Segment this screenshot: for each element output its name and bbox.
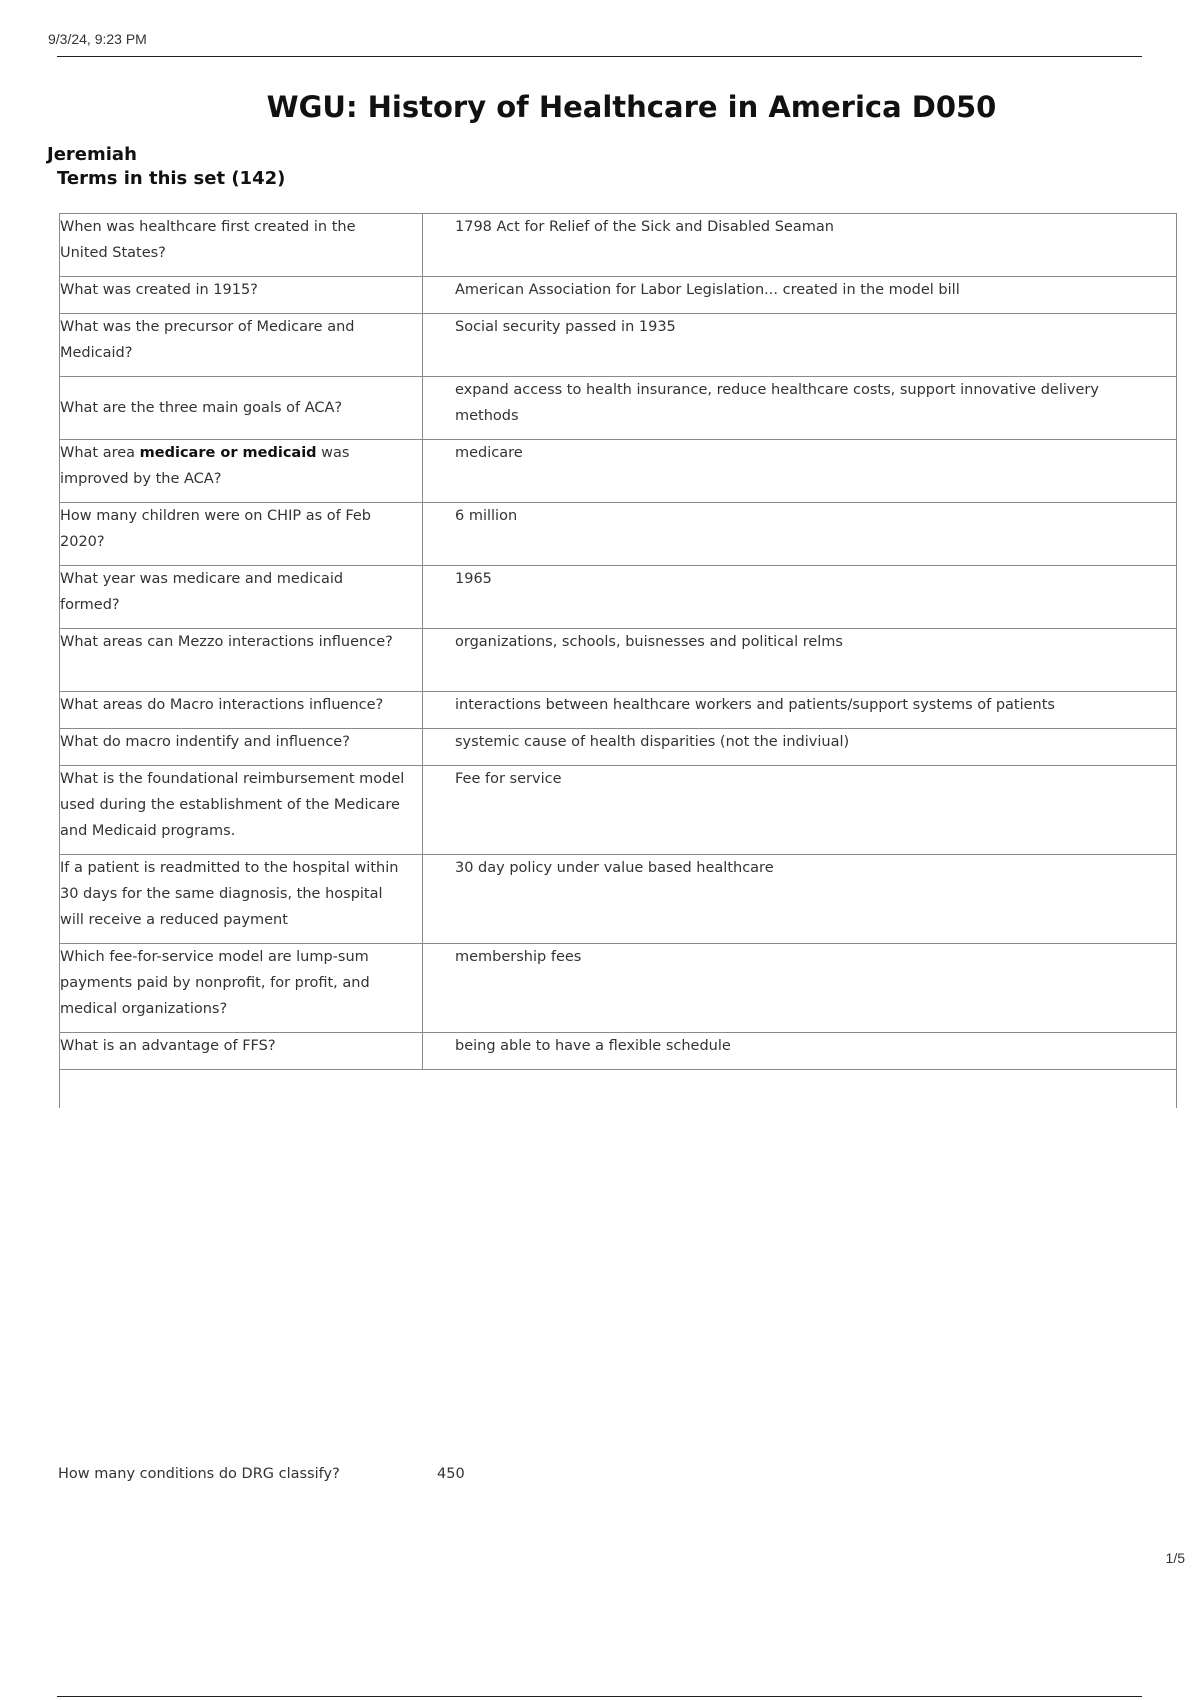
definition-cell: expand access to health insurance, reduce healthcare costs, support innovative delivery methods: [423, 377, 1177, 440]
table-row: [60, 503, 1177, 566]
print-timestamp: 9/3/24, 9:23 PM: [48, 31, 147, 47]
table-row: [60, 729, 1177, 766]
terms-count-label: Terms in this set (142): [57, 168, 286, 189]
term-text: was improved by the ACA?: [60, 445, 350, 487]
table-row: [60, 944, 1177, 1033]
table-row-empty: [60, 1070, 1177, 1109]
term-cell: What is an advantage of FFS?: [60, 1033, 423, 1070]
definition-cell: systemic cause of health disparities (not the indiviual): [423, 729, 1177, 766]
header-rule: [57, 56, 1142, 57]
term-cell: What do macro indentify and influence?: [60, 729, 423, 766]
term-cell: What year was medicare and medicaid formed?: [60, 566, 423, 629]
table-row: [60, 566, 1177, 629]
definition-cell: [423, 1070, 1177, 1109]
table-row: [60, 214, 1177, 277]
terms-table: [59, 213, 1177, 1108]
table-row: [60, 314, 1177, 377]
definition-cell: organizations, schools, buisnesses and political relms: [423, 629, 1177, 692]
definition-cell: 1798 Act for Relief of the Sick and Disabled Seaman: [423, 214, 1177, 277]
definition-cell: 1965: [423, 566, 1177, 629]
table-row: [60, 377, 1177, 440]
term-emphasis: medicare or medicaid: [139, 445, 317, 461]
term-cell: Which fee-for-service model are lump-sum payments paid by nonprofit, for profit, and medical organizations?: [60, 944, 423, 1033]
term-text: What area: [60, 445, 140, 461]
page-title: WGU: History of Healthcare in America D050: [266, 90, 997, 124]
term-cell: What was the precursor of Medicare and Medicaid?: [60, 314, 423, 377]
table-row: [60, 1033, 1177, 1070]
term-cell: How many children were on CHIP as of Feb 2020?: [60, 503, 423, 566]
page-number: 1/5: [1165, 1550, 1185, 1566]
term-cell: [60, 440, 423, 503]
orphan-definition: 450: [437, 1466, 465, 1482]
table-row: [60, 629, 1177, 692]
term-cell: [60, 1070, 423, 1109]
definition-cell: interactions between healthcare workers and patients/support systems of patients: [423, 692, 1177, 729]
term-cell: What are the three main goals of ACA?: [60, 377, 423, 440]
footer-rule: [57, 1696, 1142, 1697]
term-cell: What is the foundational reimbursement model used during the establishment of the Medicare and Medicaid programs.: [60, 766, 423, 855]
definition-cell: Fee for service: [423, 766, 1177, 855]
definition-cell: Social security passed in 1935: [423, 314, 1177, 377]
definition-cell: membership fees: [423, 944, 1177, 1033]
table-row: [60, 766, 1177, 855]
orphan-term: How many conditions do DRG classify?: [58, 1466, 340, 1482]
term-cell: What areas can Mezzo interactions influence?: [60, 629, 423, 692]
term-cell: If a patient is readmitted to the hospital within 30 days for the same diagnosis, the hospital will receive a reduced payment: [60, 855, 423, 944]
term-cell: What areas do Macro interactions influence?: [60, 692, 423, 729]
definition-cell: medicare: [423, 440, 1177, 503]
definition-cell: 30 day policy under value based healthcare: [423, 855, 1177, 944]
author-name: Jeremiah: [47, 144, 137, 165]
table-row: [60, 692, 1177, 729]
table-row: [60, 277, 1177, 314]
table-row: [60, 440, 1177, 503]
definition-cell: American Association for Labor Legislation... created in the model bill: [423, 277, 1177, 314]
table-row: [60, 855, 1177, 944]
term-cell: What was created in 1915?: [60, 277, 423, 314]
definition-cell: 6 million: [423, 503, 1177, 566]
definition-cell: being able to have a flexible schedule: [423, 1033, 1177, 1070]
term-cell: When was healthcare first created in the United States?: [60, 214, 423, 277]
